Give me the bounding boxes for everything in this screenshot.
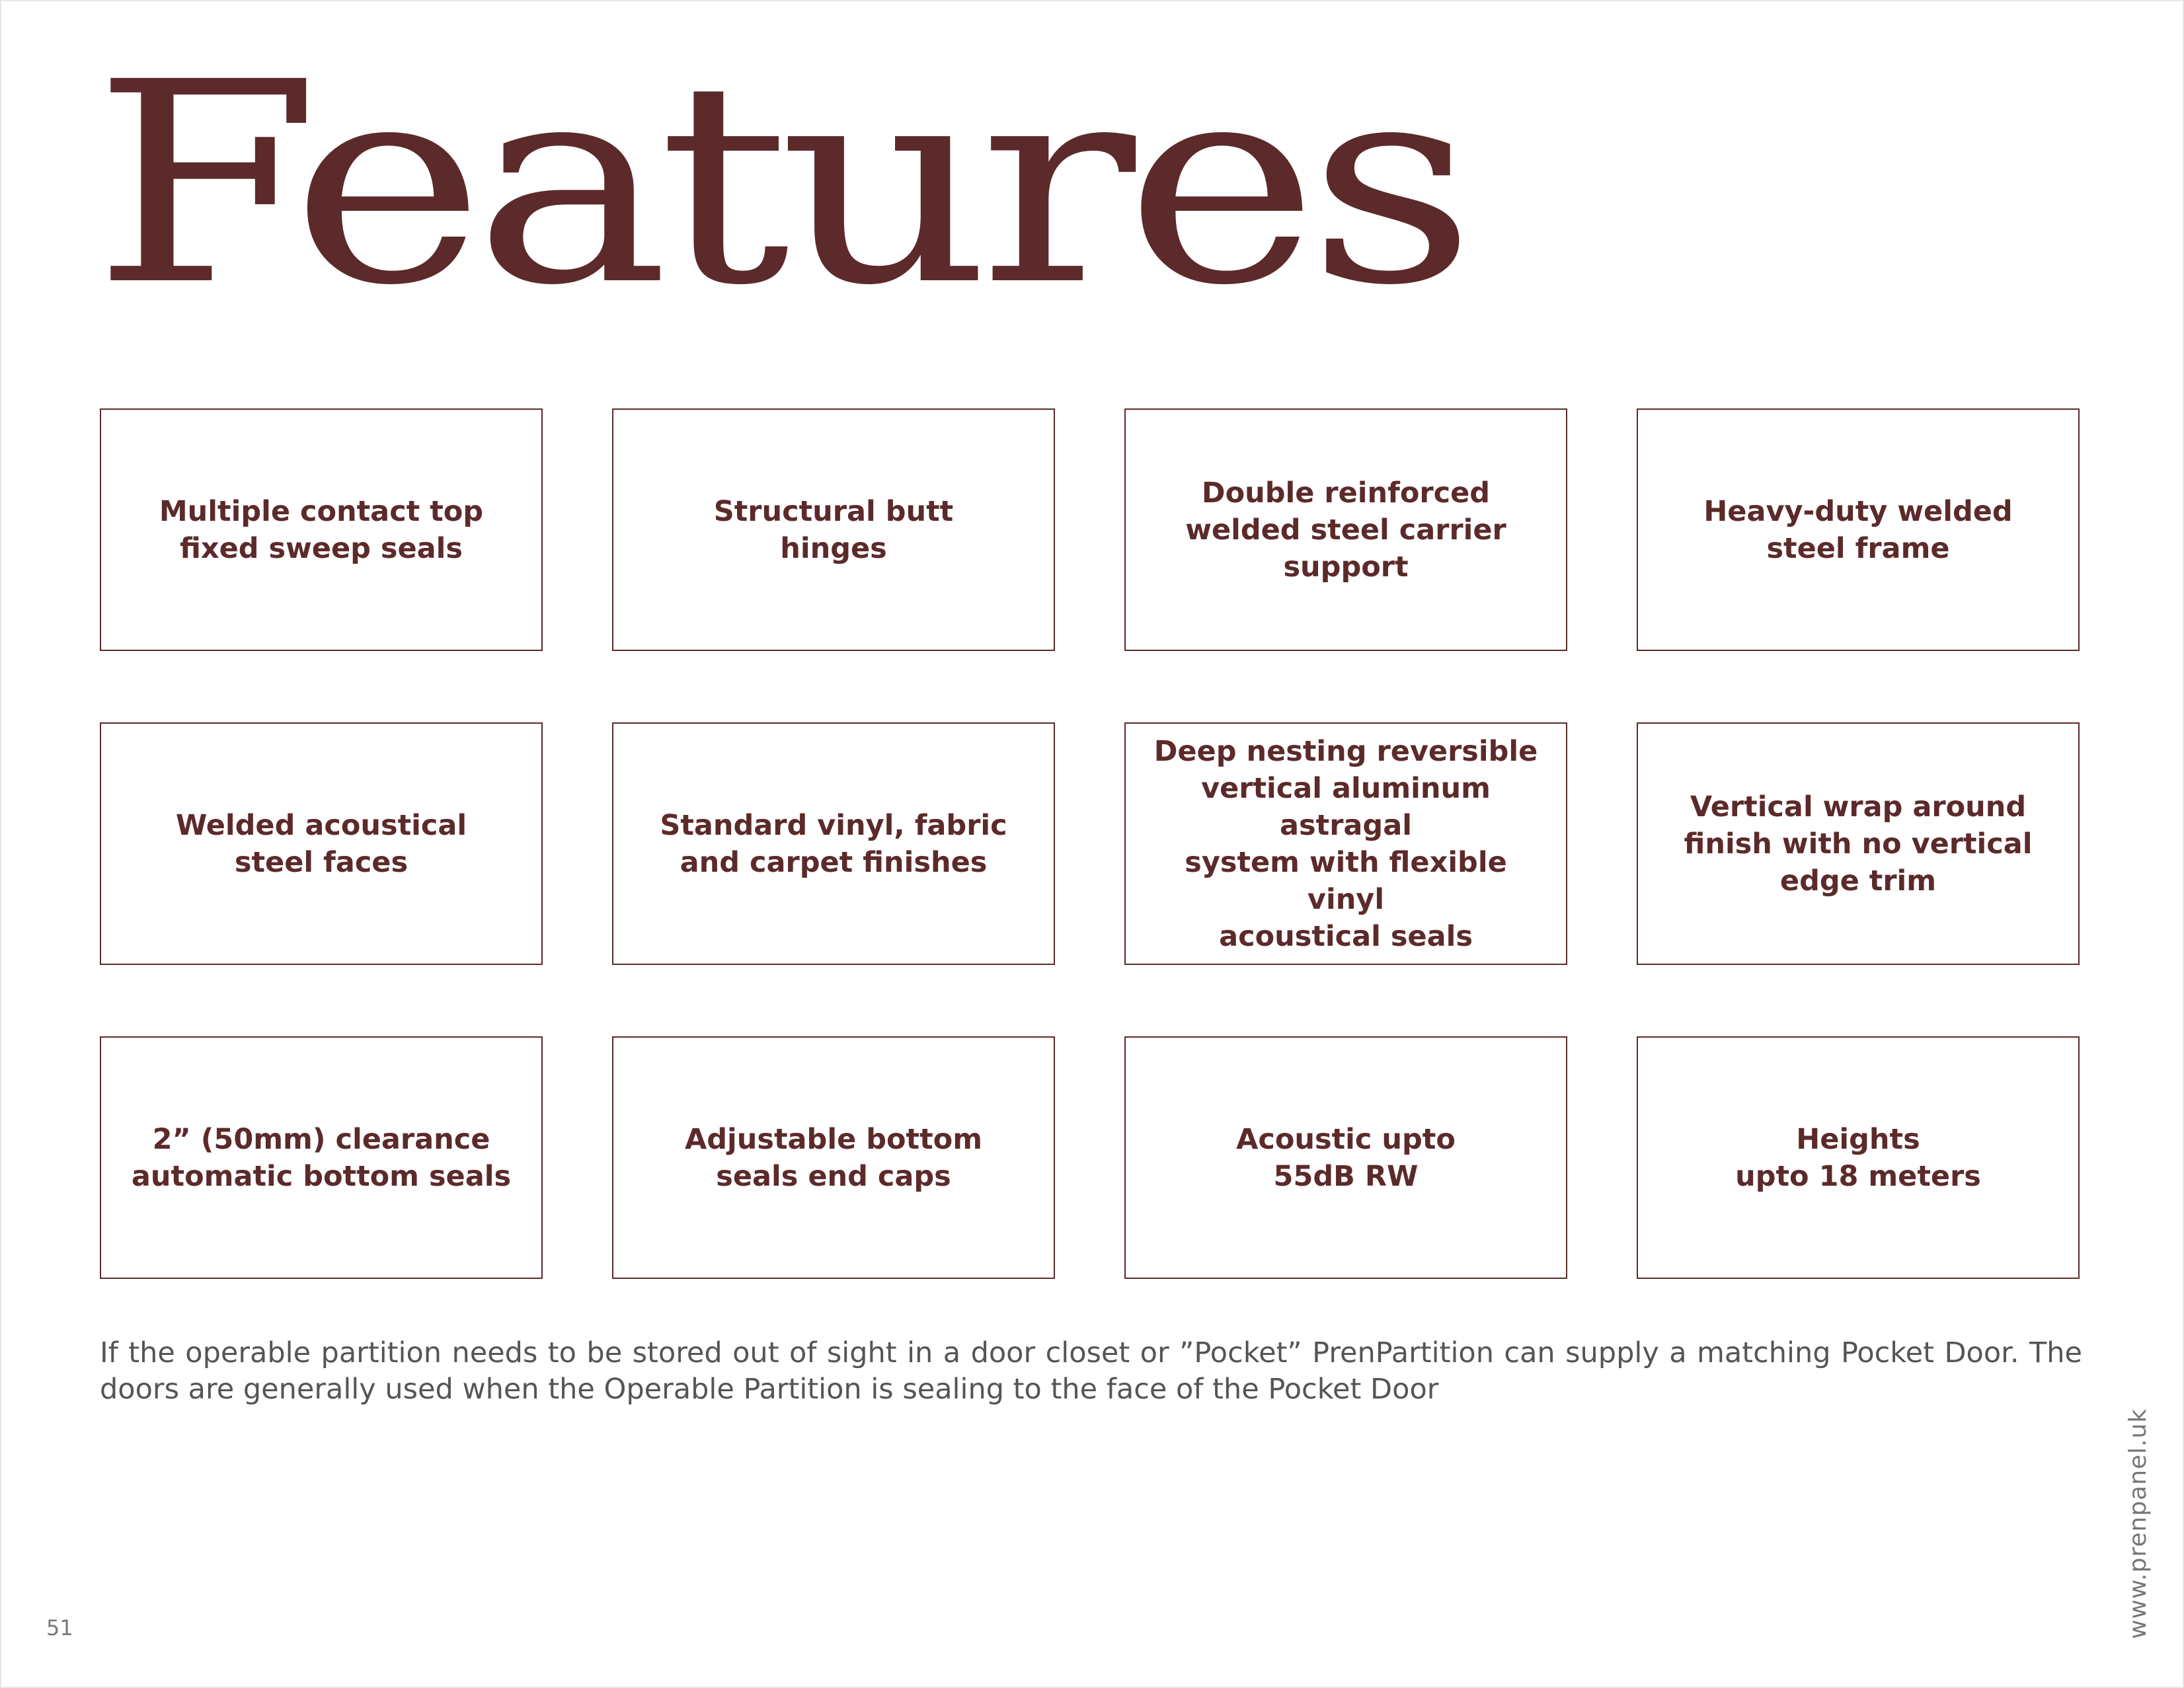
feature-box [100,722,543,965]
features-grid [100,408,2080,1279]
feature-box [1637,1036,2080,1279]
page-number: 51 [46,1615,73,1640]
feature-box [100,1036,543,1279]
feature-text: Adjustable bottom seals end caps [684,1122,982,1193]
feature-text: Deep nesting reversible vertical aluminum astragal system with flexible vinyl acoustical seals [1153,734,1538,953]
feature-box [612,408,1055,651]
feature-box [100,408,543,651]
website-url[interactable]: www.prenpanel.uk [2125,1408,2152,1639]
feature-text: Welded acoustical steel faces [175,808,467,879]
feature-text: Heights upto 18 meters [1735,1122,1981,1193]
feature-text: Vertical wrap around finish with no vertical edge trim [1684,790,2033,898]
feature-box [612,1036,1055,1279]
feature-text: Acoustic upto 55dB RW [1236,1122,1456,1193]
feature-box [1637,722,2080,965]
feature-text: Standard vinyl, fabric and carpet finishes [660,808,1007,879]
feature-box [1124,408,1567,651]
feature-box [1124,1036,1567,1279]
page-title: Features [93,23,1465,346]
feature-text: 2” (50mm) clearance automatic bottom seals [131,1122,512,1193]
feature-text: Structural butt hinges [713,494,954,565]
feature-text: Heavy-duty welded steel frame [1703,494,2013,565]
feature-text: Multiple contact top fixed sweep seals [159,494,484,565]
feature-box [612,722,1055,965]
feature-box [1124,722,1567,965]
feature-text: Double reinforced welded steel carrier support [1185,476,1506,584]
footnote-paragraph: If the operable partition needs to be stored out of sight in a door closet or ”Pocket” PrenPartition can supply a matching Pocket Door. The doors are generally used when the Operable Partition is sealing to the face of the Pocket Door [100,1336,2082,1406]
feature-box [1637,408,2080,651]
